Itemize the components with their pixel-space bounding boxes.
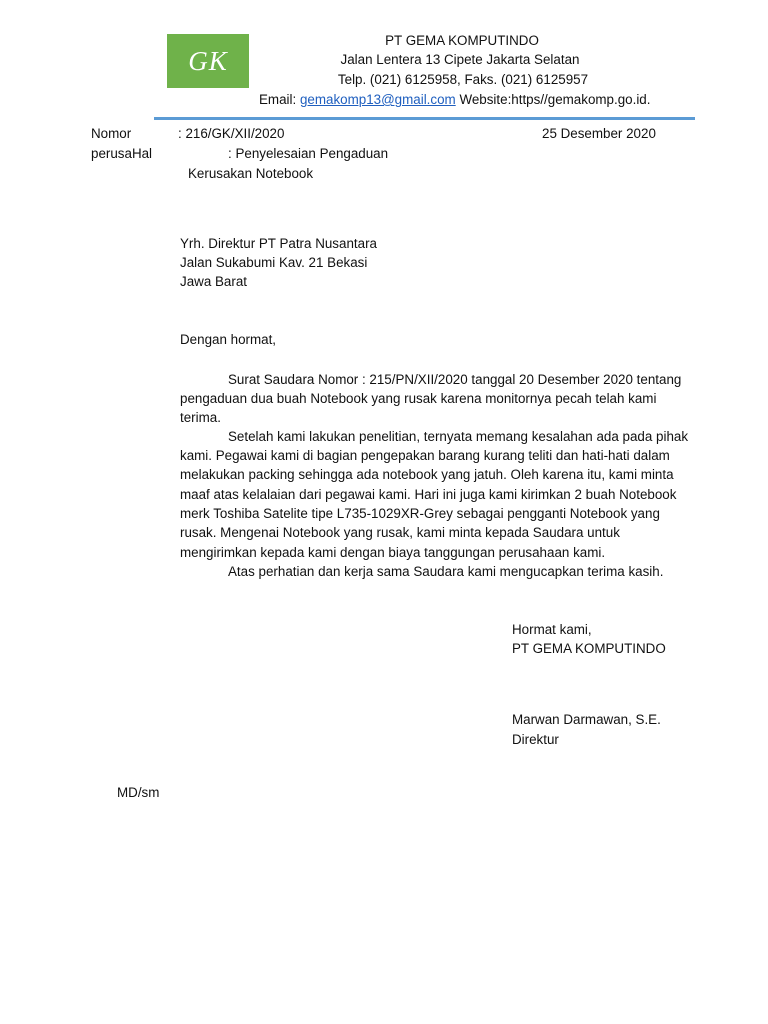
company-name: PT GEMA KOMPUTINDO — [385, 33, 539, 48]
body-p1-line-1: Surat Saudara Nomor : 215/PN/XII/2020 tanggal 20 Desember 2020 tentang — [228, 372, 682, 387]
letter-date: 25 Desember 2020 — [542, 126, 656, 141]
closing-greeting: Hormat kami, — [512, 622, 592, 637]
body-p2-line-3: melakukan packing sehingga ada notebook yang jatuh. Oleh karena itu, kami minta — [180, 467, 674, 482]
recipient-line-1: Yrh. Direktur PT Patra Nusantara — [180, 236, 377, 251]
website: Website:https//gemakomp.go.id. — [459, 92, 651, 107]
company-contact-line — [259, 92, 650, 107]
hal-value: : Penyelesaian Pengaduan — [228, 146, 389, 161]
nomor-value: : 216/GK/XII/2020 — [178, 126, 285, 141]
email-label: Email: — [259, 92, 297, 107]
body-p2-line-5: merk Toshiba Satelite tipe L735-1029XR-Grey sebagai pengganti Notebook yang — [180, 506, 660, 521]
company-address: Jalan Lentera 13 Cipete Jakarta Selatan — [340, 52, 580, 67]
nomor-label: Nomor — [91, 126, 132, 141]
body-p2-line-7: mengirimkan kepada kami dengan biaya tanggungan perusahaan kami. — [180, 545, 606, 560]
typist-initials: MD/sm — [117, 785, 160, 800]
company-logo — [167, 34, 249, 88]
hal-value-continued: Kerusakan Notebook — [188, 166, 314, 181]
body-p2-line-6: rusak. Mengenai Notebook yang rusak, kami minta kepada Saudara untuk — [180, 525, 620, 540]
closing-company: PT GEMA KOMPUTINDO — [512, 641, 666, 656]
body-p1-line-2: pengaduan dua buah Notebook yang rusak karena monitornya pecah telah kami — [180, 391, 657, 406]
recipient-line-3: Jawa Barat — [180, 274, 247, 289]
hal-label: perusaHal — [91, 146, 153, 161]
signer-name: Marwan Darmawan, S.E. — [512, 712, 661, 727]
recipient-line-2: Jalan Sukabumi Kav. 21 Bekasi — [180, 255, 368, 270]
body-p1-line-3: terima. — [180, 410, 221, 425]
email-link[interactable]: gemakomp13@gmail.com — [299, 92, 456, 107]
body-p2-line-2: kami. Pegawai kami di bagian pengepakan barang kurang teliti dan hati-hati dalam — [180, 448, 670, 463]
body-p2-line-4: maaf atas kelalaian dari pegawai kami. Hari ini juga kami kirimkan 2 buah Notebook — [180, 487, 677, 502]
body-p2-line-1: Setelah kami lakukan penelitian, ternyata memang kesalahan ada pada pihak — [228, 429, 689, 444]
signer-title: Direktur — [512, 732, 559, 747]
logo-text: GK — [188, 45, 228, 76]
salutation: Dengan hormat, — [180, 332, 277, 347]
body-p3-line-1: Atas perhatian dan kerja sama Saudara kami mengucapkan terima kasih. — [228, 564, 664, 579]
company-phone: Telp. (021) 6125958, Faks. (021) 6125957 — [337, 72, 589, 87]
header-divider — [154, 117, 695, 120]
